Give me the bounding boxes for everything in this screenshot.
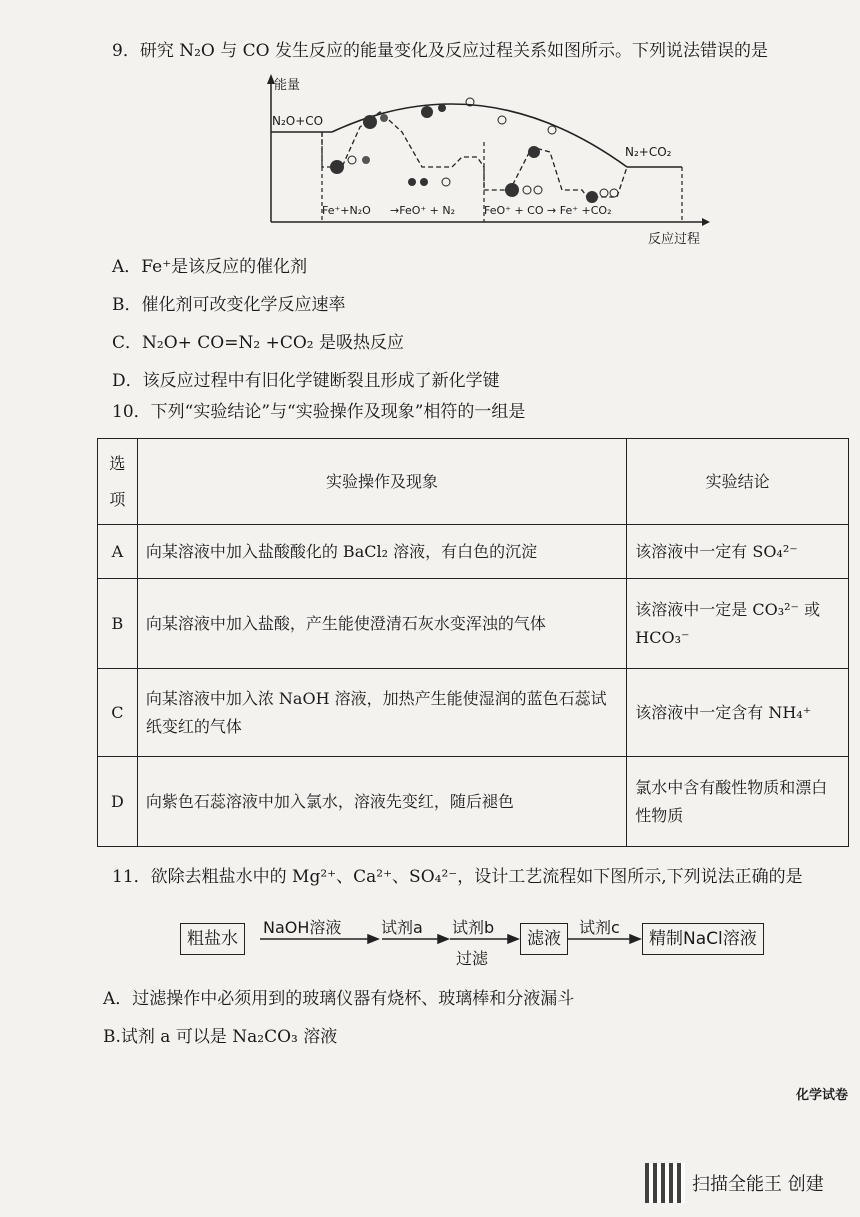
q9-option-d: D．该反应过程中有旧化学键断裂且形成了新化学键 [112, 371, 500, 391]
header-option: 选项 [98, 439, 138, 525]
table-row [98, 579, 849, 669]
flow-step2-label: 试剂a [381, 918, 423, 937]
x-axis-label: 反应过程 [648, 232, 701, 247]
q11-stem-text: 欲除去粗盐水中的 Mg²⁺、Ca²⁺、SO₄²⁻，设计工艺流程如下图所示,下列说法正确的是 [150, 867, 803, 887]
table-header-row [98, 439, 849, 525]
row-operation: 向某溶液中加入盐酸，产生能使澄清石灰水变浑浊的气体 [137, 579, 626, 669]
reactants-label: N₂O+CO [272, 114, 324, 128]
flow-step4-label: 试剂c [579, 918, 620, 937]
q9-number: 9． [112, 41, 140, 61]
q11-option-b: B.试剂 a 可以是 Na₂CO₃ 溶液 [103, 1027, 338, 1047]
row-option: C [98, 669, 138, 757]
q11-option-a: A．过滤操作中必须用到的玻璃仪器有烧杯、玻璃棒和分液漏斗 [103, 989, 575, 1009]
flow-end-box: 精制NaCl溶液 [642, 923, 764, 955]
flow-arrows [250, 925, 650, 955]
page-tag: 化学试卷 [796, 1088, 849, 1103]
header-operation: 实验操作及现象 [137, 439, 626, 525]
row-conclusion: 氯水中含有酸性物质和漂白性物质 [627, 757, 849, 847]
table-row [98, 525, 849, 579]
q9-stem [112, 40, 768, 62]
q9-stem-text: 研究 N₂O 与 CO 发生反应的能量变化及反应过程关系如图所示。下列说法错误的是 [139, 41, 769, 61]
row-option: D [98, 757, 138, 847]
table-row [98, 669, 849, 757]
row-conclusion: 该溶液中一定含有 NH₄⁺ [627, 669, 849, 757]
molecule-sketches [330, 98, 618, 203]
flow-mid-box: 滤液 [520, 923, 568, 955]
row-conclusion: 该溶液中一定是 CO₃²⁻ 或 HCO₃⁻ [627, 579, 849, 669]
q10-number: 10． [112, 402, 151, 422]
row-operation: 向紫色石蕊溶液中加入氯水，溶液先变红，随后褪色 [137, 757, 626, 847]
q9-option-a: A．Fe⁺是该反应的催化剂 [112, 257, 308, 277]
energy-diagram-svg [262, 72, 722, 247]
q9-option-b: B．催化剂可改变化学反应速率 [112, 295, 346, 315]
flow-step3-sub-label: 过滤 [456, 949, 489, 968]
qr-code-icon [645, 1163, 685, 1203]
products-label: N₂+CO₂ [625, 145, 672, 159]
step1-arrow-label: →FeO⁺ + N₂ [390, 204, 456, 217]
y-axis-label: 能量 [274, 78, 301, 93]
q10-stem-text: 下列“实验结论”与“实验操作及现象”相符的一组是 [150, 402, 526, 422]
row-conclusion: 该溶液中一定有 SO₄²⁻ [627, 525, 849, 579]
x-axis-arrow [702, 218, 710, 226]
step2-label: FeO⁺ + CO → Fe⁺ +CO₂ [484, 204, 612, 217]
energy-diagram [262, 72, 722, 247]
header-conclusion: 实验结论 [627, 439, 849, 525]
q11-stem [112, 866, 803, 888]
step1-label: Fe⁺+N₂O [322, 204, 371, 217]
flow-start-box: 粗盐水 [180, 923, 245, 955]
row-operation: 向某溶液中加入盐酸酸化的 BaCl₂ 溶液，有白色的沉淀 [137, 525, 626, 579]
table-row [98, 757, 849, 847]
flow-step1-label: NaOH溶液 [263, 918, 342, 937]
row-option: B [98, 579, 138, 669]
row-operation: 向某溶液中加入浓 NaOH 溶液，加热产生能使湿润的蓝色石蕊试纸变红的气体 [137, 669, 626, 757]
flow-step3-label: 试剂b [452, 918, 495, 937]
experiment-table [97, 438, 849, 847]
row-option: A [98, 525, 138, 579]
uncatalyzed-curve [332, 104, 627, 167]
q11-number: 11． [112, 867, 151, 887]
q10-stem [112, 401, 525, 423]
scanner-watermark: 扫描全能王 创建 [692, 1174, 824, 1195]
q9-option-c: C．N₂O+ CO=N₂ +CO₂ 是吸热反应 [112, 333, 404, 353]
